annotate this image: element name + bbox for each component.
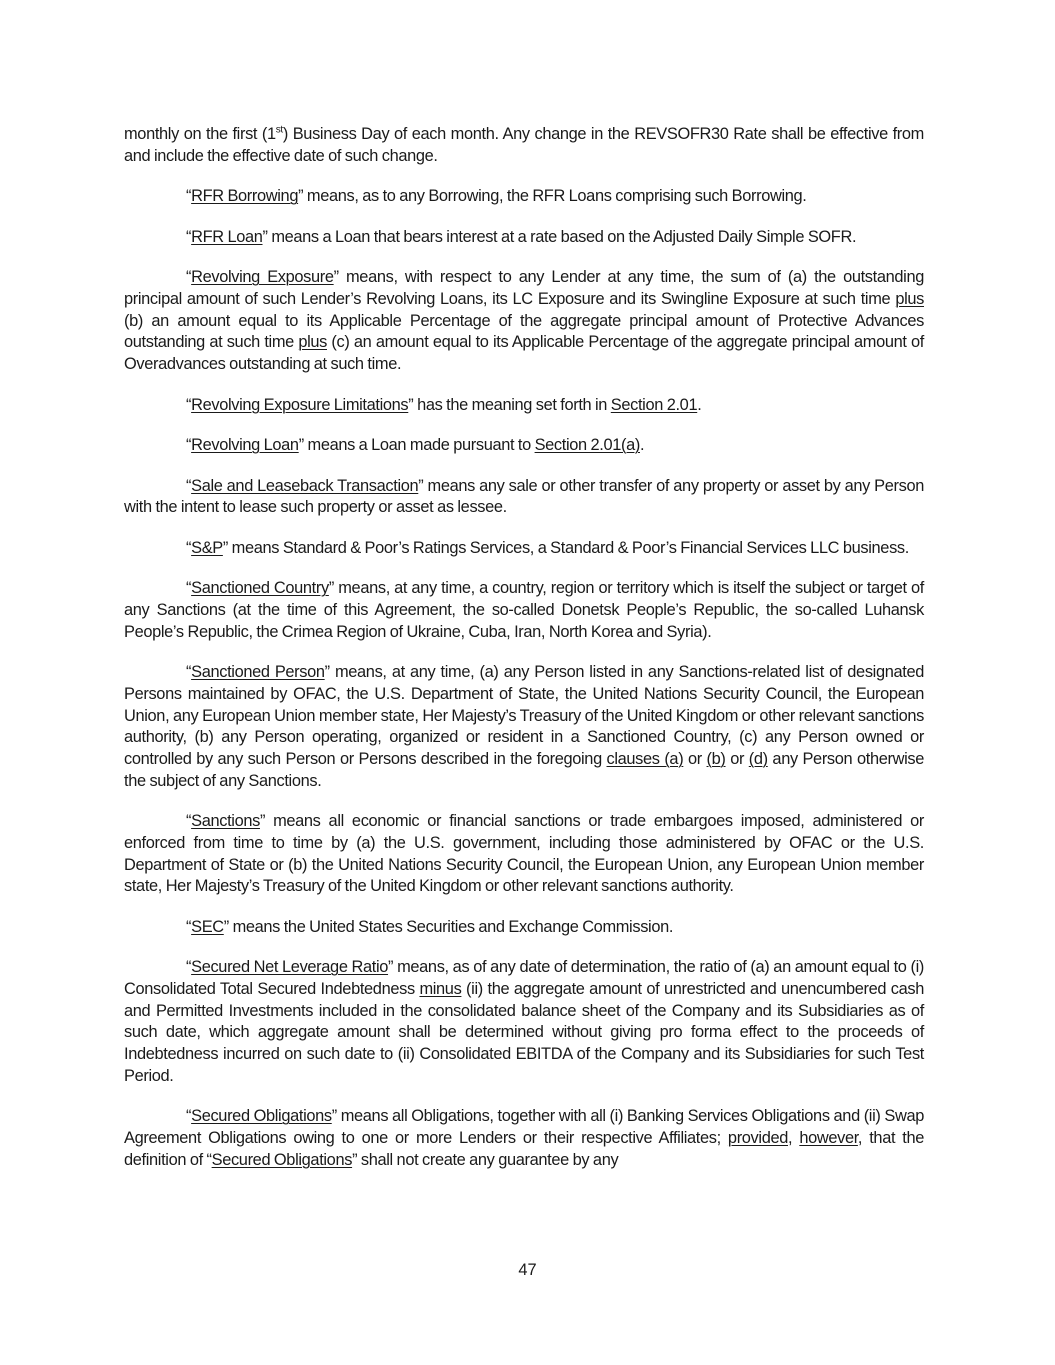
definition-text: ” means, as to any Borrowing, the RFR Loans comprising such Borrowing.	[298, 187, 807, 206]
paragraph-continuation	[124, 124, 924, 167]
definition-text: or	[683, 749, 707, 768]
open-quote: “	[186, 395, 192, 414]
definition-text: (c) an amount equal to its Applicable Percentage of the aggregate principal amount of Overadvances outstanding at such time.	[124, 333, 924, 374]
definition-text: ” means Standard & Poor’s Ratings Services, a Standard & Poor’s Financial Services LLC business.	[222, 538, 909, 557]
definition-text: ” has the meaning set forth in	[408, 395, 611, 414]
definition-rfr-borrowing	[124, 186, 924, 208]
emphasis-term: provided	[727, 1128, 788, 1147]
open-quote: “	[186, 812, 192, 831]
definition-sec	[124, 917, 924, 939]
clause-reference: clauses (a)	[606, 749, 684, 768]
definition-secured-net-leverage-ratio	[124, 957, 924, 1087]
definition-text: ” means the United States Securities and Exchange Commission.	[223, 917, 674, 936]
definition-text: (ii) the aggregate amount of unrestricted and unencumbered cash and Permitted Investments included in the consolidated balance sheet of the Company and its Subsidiaries as of such date, which aggregate amount shall be determined without giving pro forma effect to the proceeds of Indebtedness incurred on such date to (ii) Consolidated EBITDA of the Company and its Subsidiaries for such Test Period.	[124, 979, 924, 1085]
section-reference: Section 2.01	[610, 395, 698, 414]
open-quote: “	[186, 538, 192, 557]
open-quote: “	[186, 476, 192, 495]
definition-text: ” means, as of any date of determination, the ratio of (a) an amount equal to (i) Consolidated Total Secured Indebtedness	[124, 958, 924, 998]
definition-text: ” means, with respect to any Lender at any time, the sum of (a) the outstanding principal amount of such Lender’s Revolving Loans, its LC Exposure and its Swingline Exposure at such time	[124, 268, 924, 308]
definition-text: or	[725, 749, 749, 768]
defined-term: SEC	[191, 917, 224, 936]
open-quote: “	[186, 579, 192, 598]
emphasis-term: plus	[895, 289, 924, 308]
open-quote: “	[186, 227, 192, 246]
definition-text: ” means a Loan made pursuant to	[298, 436, 535, 455]
definition-sanctions	[124, 811, 924, 898]
definition-text: .	[697, 395, 702, 414]
clause-reference: (d)	[748, 749, 768, 768]
defined-term: Sanctioned Country	[191, 579, 329, 598]
definition-sale-leaseback	[124, 476, 924, 519]
definition-revolving-exposure	[124, 267, 924, 376]
defined-term: Revolving Loan	[191, 436, 299, 455]
definition-text: ,	[788, 1128, 800, 1147]
open-quote: “	[186, 917, 192, 936]
definition-text: ” shall not create any guarantee by any	[352, 1150, 619, 1169]
page-number: 47	[518, 1261, 537, 1279]
open-quote: “	[186, 958, 192, 977]
definition-sanctioned-person	[124, 662, 924, 792]
clause-reference: (b)	[706, 749, 726, 768]
open-quote: “	[186, 663, 192, 682]
definition-text: ” means any sale or other transfer of any property or asset by any Person with the intent to lease such property or asset as lessee.	[124, 476, 925, 517]
definition-text: .	[640, 436, 645, 455]
definition-secured-obligations	[124, 1106, 924, 1171]
document-page	[124, 124, 924, 1171]
defined-term: RFR Borrowing	[191, 187, 299, 206]
defined-term: Secured Net Leverage Ratio	[191, 958, 389, 977]
defined-term: Revolving Exposure Limitations	[191, 395, 409, 414]
definition-revolving-exposure-limitations	[124, 395, 924, 417]
open-quote: “	[186, 187, 192, 206]
defined-term: Sale and Leaseback Transaction	[191, 476, 419, 495]
definition-text: ” means, at any time, a country, region or territory which is itself the subject or target of any Sanctions (at the time of this Agreement, the so-called Donetsk People’s Republic, the so-called Luhansk People’s Republic, the Crimea Region of Ukraine, Cuba, Iran, North Korea and Syria).	[124, 579, 924, 641]
defined-term: Sanctions	[191, 812, 260, 831]
definition-sp	[124, 538, 924, 560]
definition-text: ” means a Loan that bears interest at a rate based on the Adjusted Daily Simple SOFR.	[262, 227, 857, 246]
definition-text: ” means all economic or financial sanctions or trade embargoes imposed, administered or enforced from time to time by (a) the U.S. government, including those administered by OFAC or the U.S. Department of State or (b) the United Nations Security Council, the European Union, any European Union member state, Her Majesty’s Treasury of the United Kingdom or other relevant sanctions authority.	[124, 812, 924, 896]
text: ) Business Day of each month. Any change in the REVSOFR30 Rate shall be effective from and include the effective date of such change.	[124, 125, 924, 165]
definition-text: any Person otherwise the subject of any Sanctions.	[124, 749, 924, 790]
defined-term: Revolving Exposure	[191, 268, 334, 287]
superscript: st	[275, 124, 283, 136]
defined-term: RFR Loan	[191, 227, 263, 246]
definition-text: , that the definition of “	[124, 1128, 924, 1169]
definition-text: ” means, at any time, (a) any Person listed in any Sanctions-related list of designated Persons maintained by OFAC, the U.S. Department of State, the United Nations Security Council, the European Union, any European Union member state, Her Majesty’s Treasury of the United Kingdom or other relevant sanctions authority, (b) any Person operating, organized or resident in a Sanctioned Country, (c) any Person owned or controlled by any such Person or Persons described in the foregoing	[124, 663, 924, 768]
emphasis-term: minus	[419, 979, 462, 998]
emphasis-term: however	[799, 1128, 858, 1147]
defined-term: Secured Obligations	[191, 1107, 332, 1126]
definition-revolving-loan	[124, 435, 924, 457]
defined-term: Secured Obligations	[211, 1150, 353, 1169]
text: monthly on the first (1	[124, 125, 276, 143]
open-quote: “	[186, 1107, 192, 1126]
definition-text: (b) an amount equal to its Applicable Percentage of the aggregate principal amount of Protective Advances outstanding at such time	[124, 311, 924, 352]
definition-rfr-loan	[124, 227, 924, 249]
definition-sanctioned-country	[124, 578, 924, 643]
section-reference: Section 2.01(a)	[534, 436, 640, 455]
emphasis-term: plus	[298, 333, 327, 352]
defined-term: S&P	[191, 538, 223, 557]
open-quote: “	[186, 268, 192, 287]
open-quote: “	[186, 436, 192, 455]
defined-term: Sanctioned Person	[191, 663, 325, 682]
definition-text: ” means all Obligations, together with all (i) Banking Services Obligations and (ii) Swap Agreement Obligations owing to one or more Lenders or their respective Affiliates;	[124, 1107, 924, 1147]
